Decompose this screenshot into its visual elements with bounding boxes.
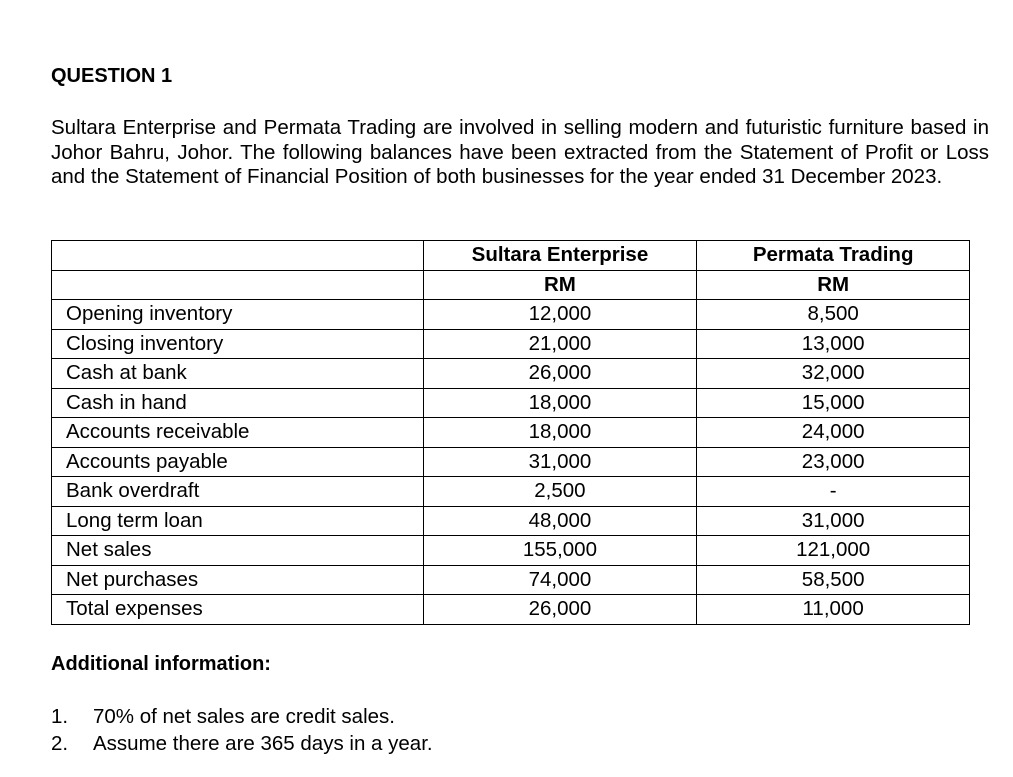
sultara-value: 2,500: [423, 477, 697, 507]
header-sultara-enterprise: Sultara Enterprise: [423, 241, 697, 271]
table-row: [52, 477, 970, 507]
table-header-row: [52, 241, 970, 271]
additional-info-heading: Additional information:: [51, 653, 271, 675]
permata-value: -: [697, 477, 970, 507]
sultara-value: 31,000: [423, 447, 697, 477]
sultara-value: 18,000: [423, 418, 697, 448]
table-row: [52, 447, 970, 477]
table-row: [52, 329, 970, 359]
row-label: Cash in hand: [52, 388, 424, 418]
permata-value: 13,000: [697, 329, 970, 359]
permata-value: 11,000: [697, 595, 970, 625]
row-label: Accounts receivable: [52, 418, 424, 448]
table-row: [52, 595, 970, 625]
row-label: Opening inventory: [52, 300, 424, 330]
sultara-value: 48,000: [423, 506, 697, 536]
table-row: [52, 388, 970, 418]
row-label: Closing inventory: [52, 329, 424, 359]
permata-value: 15,000: [697, 388, 970, 418]
table-row: [52, 359, 970, 389]
row-label: Long term loan: [52, 506, 424, 536]
permata-value: 121,000: [697, 536, 970, 566]
header-label-cell: [52, 241, 424, 271]
list-item: [51, 730, 433, 757]
question-intro: Sultara Enterprise and Permata Trading are involved in selling modern and futuristic furniture based in Johor Bahru, Johor. The following balances have been extracted from the Statement of Profit or Loss and the Statement of Financial Position of both businesses for the year ended 31 December 2023.: [51, 116, 989, 188]
list-item-number: 1.: [51, 705, 69, 728]
row-label: Bank overdraft: [52, 477, 424, 507]
table-row: [52, 536, 970, 566]
table-row: [52, 506, 970, 536]
permata-value: 31,000: [697, 506, 970, 536]
row-label: Cash at bank: [52, 359, 424, 389]
units-sultara: RM: [423, 270, 697, 300]
row-label: Net purchases: [52, 565, 424, 595]
list-item-text: 70% of net sales are credit sales.: [93, 705, 395, 728]
sultara-value: 18,000: [423, 388, 697, 418]
units-label-cell: [52, 270, 424, 300]
sultara-value: 155,000: [423, 536, 697, 566]
question-title: QUESTION 1: [51, 65, 173, 87]
list-item-number: 2.: [51, 732, 69, 755]
sultara-value: 26,000: [423, 595, 697, 625]
header-permata-trading: Permata Trading: [697, 241, 970, 271]
table-row: [52, 418, 970, 448]
row-label: Net sales: [52, 536, 424, 566]
permata-value: 58,500: [697, 565, 970, 595]
table-units-row: [52, 270, 970, 300]
list-item: [51, 703, 433, 730]
sultara-value: 26,000: [423, 359, 697, 389]
permata-value: 32,000: [697, 359, 970, 389]
permata-value: 8,500: [697, 300, 970, 330]
row-label: Total expenses: [52, 595, 424, 625]
table-row: [52, 565, 970, 595]
sultara-value: 74,000: [423, 565, 697, 595]
sultara-value: 12,000: [423, 300, 697, 330]
permata-value: 24,000: [697, 418, 970, 448]
row-label: Accounts payable: [52, 447, 424, 477]
permata-value: 23,000: [697, 447, 970, 477]
table-row: [52, 300, 970, 330]
sultara-value: 21,000: [423, 329, 697, 359]
balances-table: [51, 240, 970, 625]
additional-info-list: [51, 703, 433, 757]
list-item-text: Assume there are 365 days in a year.: [93, 732, 433, 755]
units-permata: RM: [697, 270, 970, 300]
